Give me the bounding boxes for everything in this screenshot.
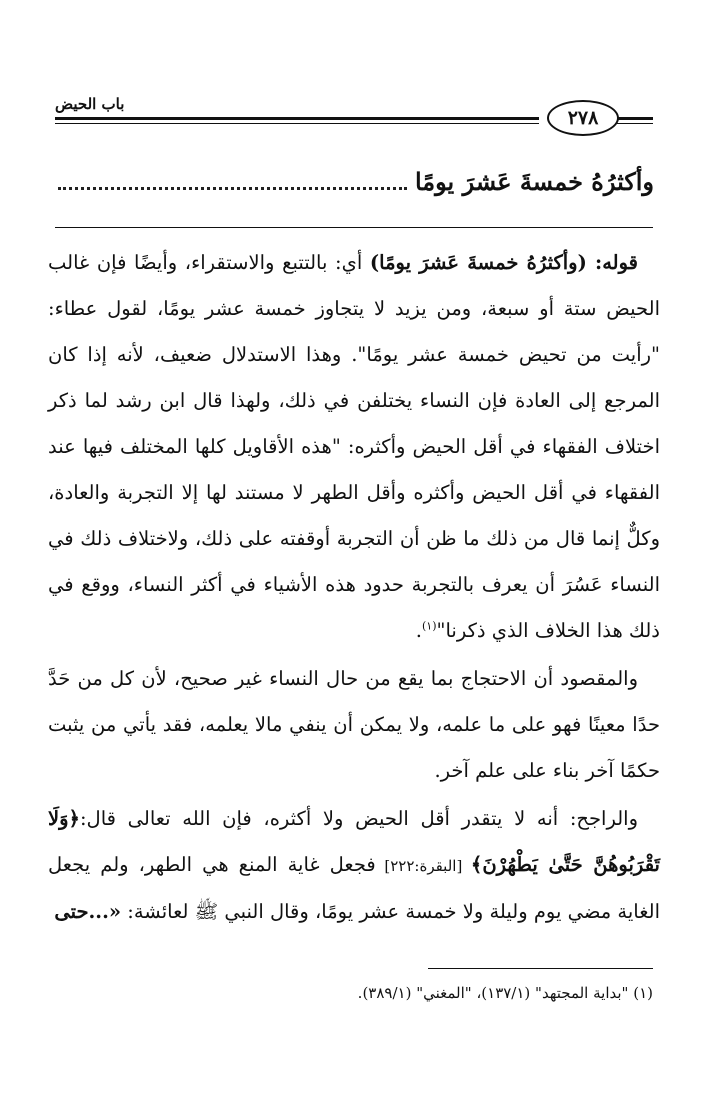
p1-text: أي: بالتتبع والاستقراء، وأيضًا فإن غالب الحيض ستة أو سبعة، ومن يزيد لا يتجاوز خمسة عشر يومًا، لقول عطاء: "رأيت من تحيض خمسة عشر يومًا". وهذا الاستدلال ضعيف، لأنه إذا كان المرجع إلى العادة فإن النساء يختلفن في ذلك، ولهذا قال ابن رشد لما ذكر اختلاف الفقهاء في أقل الحيض وأكثره: "هذه الأقاويل كلها المختلف فيها عند الفقهاء في أقل الحيض وأكثره وأقل الطهر لا مستند لها إلا التجربة والعادة، وكلٌّ إنما قال من ذلك ما ظن أن التجربة أوقفته على ذلك، ولاختلاف ذلك في النساء عَسُرَ أن يعرف بالتجربة حدود هذه الأشياء في أكثر النساء، ووقع في ذلك هذا الخلاف الذي ذكرنا" [48, 251, 660, 642]
matn-separator [55, 227, 653, 228]
footnote-rule [428, 968, 653, 969]
paragraph-3 [48, 796, 660, 935]
page-header [55, 95, 653, 143]
page-number: ٢٧٨ [547, 100, 619, 136]
footnote-marker: (١) [421, 619, 437, 633]
header-rule-right [617, 117, 653, 124]
quran-verse: ﴿وَلَا تَقْرَبُوهُنَّ حَتَّىٰ يَطْهُرْنَ﴾ [48, 807, 660, 876]
p3-lead: والراجح: أنه لا يتقدر أقل الحيض ولا أكثره، فإن الله تعالى قال: [79, 807, 638, 830]
footnote: (١) "بداية المجتهد" (١٣٧/١)، "المغني" (٣٨٩/١). [357, 984, 653, 1002]
commentary-body [48, 240, 660, 937]
header-rule-left [55, 117, 539, 124]
paragraph-2: والمقصود أن الاحتجاج بما يقع من حال النساء غير صحيح، لأن كل من حَدَّ حدًا معينًا فهو على ما علمه، ولا يمكن أن ينفي مالا يعلمه، فقد يأتي من يثبت حكمًا آخر بناء على علم آخر. [48, 667, 660, 782]
matn-text: وأكثرُهُ خمسةَ عَشرَ يومًا [414, 166, 654, 196]
p1-lead: قوله: [586, 251, 639, 274]
paragraph-1 [48, 240, 660, 654]
verse-reference: [البقرة:٢٢٢] [375, 857, 471, 875]
matn-dotted-leader [58, 186, 407, 190]
p3-text: فجعل غاية المنع هي الطهر، ولم يجعل الغاية مضي يوم وليلة ولا خمسة عشر يومًا، وقال النبي ﷺ لعائشة: [48, 853, 660, 923]
p1-quote: (وأكثرُهُ خمسةَ عَشرَ يومًا) [369, 251, 587, 274]
p1-end: . [415, 619, 422, 642]
running-title: باب الحيض [55, 95, 125, 113]
hadith-quote: «...حتى [54, 900, 122, 923]
matn-line [58, 158, 654, 204]
